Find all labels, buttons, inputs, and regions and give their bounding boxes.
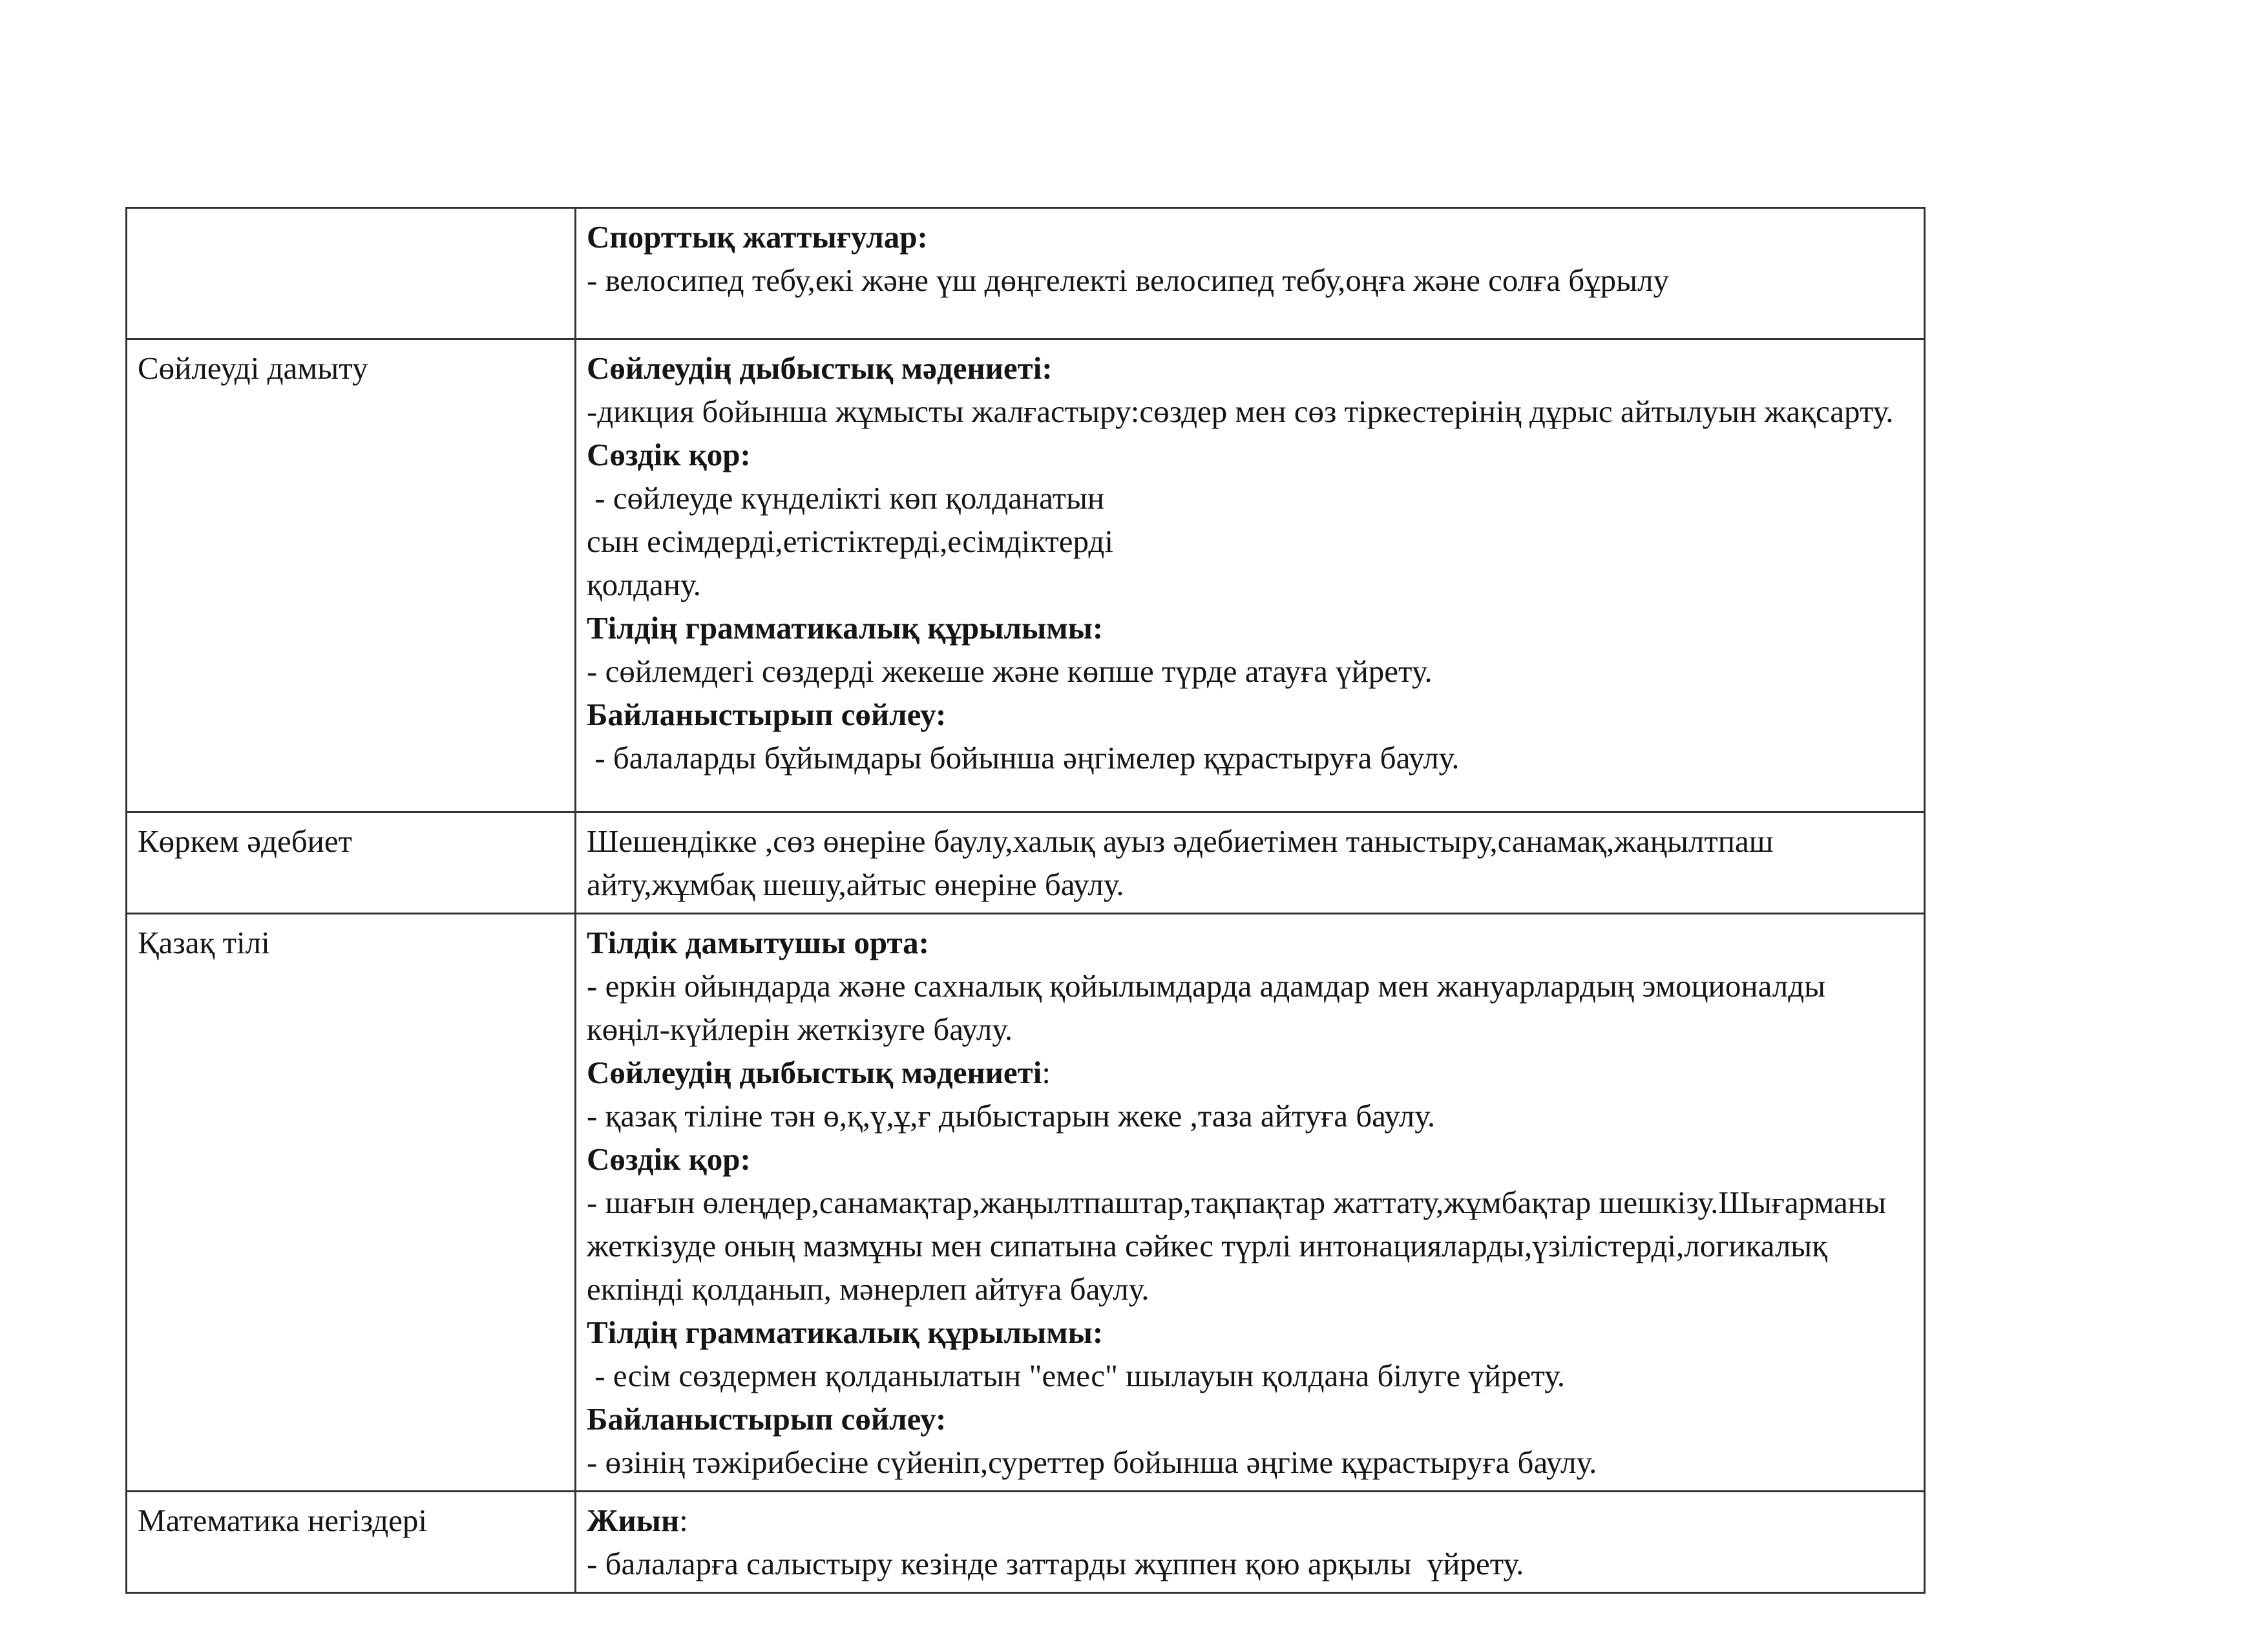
section-heading: Тілдің грамматикалық құрылымы: <box>587 1315 1104 1350</box>
section-heading: Байланыстырып сөйлеу: <box>587 697 947 732</box>
table-row <box>127 914 1925 1492</box>
content-cell <box>576 1492 1925 1593</box>
section-heading: Сөйлеудің дыбыстық мәдениеті: <box>587 350 1053 386</box>
section-heading: Спорттық жаттығулар: <box>587 219 928 255</box>
section-heading: Тілдік дамытушы орта: <box>587 925 929 960</box>
section-text: - велосипед тебу,екі және үш дөңгелекті велосипед тебу,оңға және солға бұрылу <box>587 262 1670 298</box>
content-cell <box>576 914 1925 1492</box>
subject-cell: Көркем әдебиет <box>127 812 576 914</box>
table-row <box>127 208 1925 339</box>
section-heading <box>587 1499 1913 1542</box>
heading-colon: : <box>679 1503 688 1538</box>
section-heading-text: Сөйлеудің дыбыстық мәдениеті <box>587 1055 1042 1090</box>
section-text: Шешендікке ,сөз өнеріне баулу,халық ауыз әдебиетімен таныстыру,санамақ,жаңылтпаш айту,жұмбақ шешу,айтыс өнеріне баулу. <box>587 823 1774 902</box>
content-cell <box>576 339 1925 812</box>
section-heading-text: Жиын <box>587 1503 680 1538</box>
table-row <box>127 1492 1925 1593</box>
section-text: - қазақ тіліне тән ө,қ,ү,ұ,ғ дыбыстарын жеке ,таза айтуға баулу. <box>587 1098 1436 1134</box>
heading-colon: : <box>1042 1055 1051 1090</box>
subject-cell: Сөйлеуді дамыту <box>127 339 576 812</box>
section-text: сын есімдерді,етістіктерді,есімдіктерді <box>587 523 1113 559</box>
section-text: - шағын өлеңдер,санамақтар,жаңылтпаштар,тақпақтар жаттату,жұмбақтар шешкізу.Шығарманы жеткізуде оның мазмұны мен сипатына сәйкес түрлі интонацияларды,үзілістерді,логикалық екпінді қолданып, мәнерлеп айтуға баулу. <box>587 1185 1886 1307</box>
section-text: - балаларды бұйымдары бойынша әңгімелер құрастыруға баулу. <box>587 740 1460 776</box>
section-text: - сөйлемдегі сөздерді жекеше және көпше түрде атауға үйрету. <box>587 653 1433 689</box>
content-cell <box>576 208 1925 339</box>
subject-cell: Математика негіздері <box>127 1492 576 1593</box>
table-row <box>127 339 1925 812</box>
section-text: - өзінің тәжірибесіне сүйеніп,суреттер бойынша әңгіме құрастыруға баулу. <box>587 1444 1597 1480</box>
section-heading: Сөздік қор: <box>587 1141 751 1177</box>
section-text: - еркін ойындарда және сахналық қойылымдарда адамдар мен жануарлардың эмоционалды көңіл-күйлерін жеткізуге баулу. <box>587 968 1826 1047</box>
table-row <box>127 812 1925 914</box>
section-text: - сөйлеуде күнделікті көп қолданатын <box>587 480 1105 516</box>
section-heading: Сөздік қор: <box>587 437 751 472</box>
subject-cell <box>127 208 576 339</box>
content-cell <box>576 812 1925 914</box>
subject-cell: Қазақ тілі <box>127 914 576 1492</box>
section-text: қолдану. <box>587 567 701 602</box>
curriculum-table <box>125 207 1926 1594</box>
section-text: - есім сөздермен қолданылатын "емес" шылауын қолдана білуге үйрету. <box>587 1358 1565 1393</box>
section-text: - балаларға салыстыру кезінде заттарды жұппен қою арқылы үйрету. <box>587 1546 1524 1581</box>
section-text: -дикция бойынша жұмысты жалғастыру:сөздер мен сөз тіркестерінің дұрыс айтылуын жақсарту. <box>587 394 1894 429</box>
section-heading: Байланыстырып сөйлеу: <box>587 1401 947 1437</box>
section-heading <box>587 1051 1913 1094</box>
section-heading: Тілдің грамматикалық құрылымы: <box>587 610 1104 646</box>
